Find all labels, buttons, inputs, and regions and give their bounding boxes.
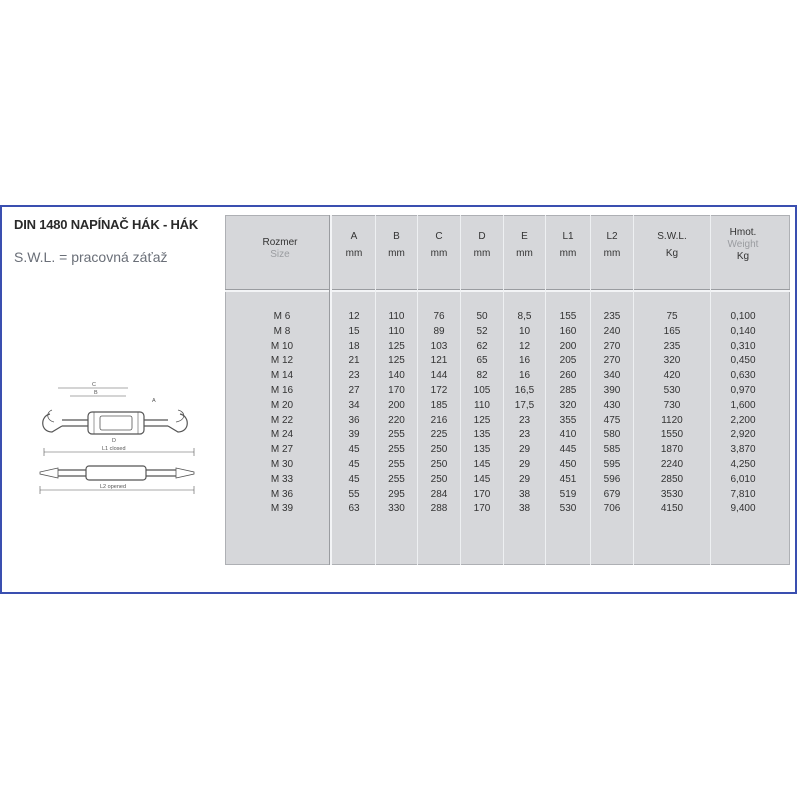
table-cell: 430 (603, 399, 621, 411)
table-cell: 121 (430, 355, 448, 367)
table-cell: 220 (388, 414, 405, 426)
page-title: DIN 1480 NAPÍNAČ HÁK - HÁK (14, 217, 199, 232)
table-cell: M 8 (273, 325, 291, 337)
table-cell: 17,5 (514, 399, 535, 411)
table-cell: 170 (388, 384, 405, 396)
table-cell: 89 (433, 325, 445, 337)
table-cell: 288 (430, 503, 448, 515)
dim-label-l1: L1 closed (102, 446, 126, 452)
table-cell: 1550 (660, 429, 684, 441)
table-cell: 29 (518, 473, 531, 485)
table-cell: 2850 (660, 473, 684, 485)
table-cell: M 12 (270, 355, 294, 367)
table-cell: 125 (473, 414, 491, 426)
table-cell: 27 (348, 384, 360, 396)
table-cell: 205 (559, 355, 577, 367)
col-header-l2: L2 mm (603, 231, 621, 259)
table-cell: 2,200 (730, 414, 756, 426)
table-cell: 16 (518, 355, 531, 367)
table-cell: 0,100 (730, 311, 756, 322)
table-cell: 16 (518, 370, 531, 382)
table-cell: 235 (663, 340, 681, 352)
table-cell: 706 (603, 503, 621, 515)
table-cell: 38 (518, 488, 531, 500)
col-header-c: C mm (430, 231, 448, 259)
table-cell: 295 (388, 488, 405, 500)
table-cell: 75 (666, 311, 678, 322)
table-cell: 235 (603, 311, 621, 322)
table-cell: 82 (476, 370, 488, 382)
table-cell: M 20 (270, 399, 294, 411)
table-cell: 135 (473, 429, 491, 441)
table-cell: 23 (518, 429, 531, 441)
table-cell: M 10 (270, 340, 294, 352)
table-cell: 1870 (660, 444, 684, 456)
table-cell: 23 (348, 370, 360, 382)
table-cell: M 14 (270, 370, 294, 382)
table-cell: 0,970 (730, 384, 756, 396)
table-cell: 285 (559, 384, 577, 396)
table-cell: 250 (430, 444, 448, 456)
col-header-size: Rozmer Size (262, 237, 298, 260)
dim-label-a: A (152, 398, 156, 404)
table-cell: 12 (518, 340, 531, 352)
table-cell: M 33 (270, 473, 294, 485)
table-cell: 63 (348, 503, 360, 515)
table-cell: 170 (473, 488, 491, 500)
table-cell: M 24 (270, 429, 294, 441)
table-cell: 165 (663, 325, 681, 337)
table-cell: 45 (348, 444, 360, 456)
table-cell: 110 (474, 399, 490, 411)
table-cell: 450 (559, 458, 577, 470)
table-cell: 284 (430, 488, 448, 500)
table-cell: 50 (476, 311, 488, 322)
table-cell: 260 (559, 370, 577, 382)
table-cell: 270 (603, 355, 621, 367)
table-cell: 255 (388, 458, 405, 470)
table-cell: 36 (348, 414, 360, 426)
table-cell: 530 (559, 503, 577, 515)
table-cell: 255 (388, 429, 405, 441)
table-cell: 145 (473, 473, 491, 485)
table-cell: 1120 (661, 414, 683, 426)
table-cell: 103 (430, 340, 448, 352)
table-cell: 240 (603, 325, 621, 337)
col-header-l1: L1 mm (559, 231, 577, 259)
table-cell: 250 (430, 473, 448, 485)
table-cell: 12 (348, 311, 360, 322)
table-cell: 38 (518, 503, 531, 515)
table-cell: 595 (603, 458, 621, 470)
table-cell: 160 (559, 325, 577, 337)
table-cell: 225 (430, 429, 448, 441)
table-cell: 62 (476, 340, 488, 352)
table-cell: 530 (663, 384, 681, 396)
table-cell: 65 (476, 355, 488, 367)
table-cell: 170 (473, 503, 491, 515)
table-cell: 320 (559, 399, 577, 411)
table-cell: 45 (348, 458, 360, 470)
col-header-weight: Hmot. Weight Kg (727, 227, 759, 262)
table-cell: 172 (430, 384, 448, 396)
table-cell: 580 (603, 429, 621, 441)
table-cell: 451 (559, 473, 577, 485)
table-cell: 3530 (660, 488, 684, 500)
table-cell: 216 (430, 414, 448, 426)
table-cell: 29 (518, 444, 531, 456)
dim-label-b: B (94, 390, 98, 396)
table-cell: 140 (388, 370, 405, 382)
table-cell: 250 (430, 458, 448, 470)
table-cell: 52 (476, 325, 488, 337)
table-cell: M 27 (270, 444, 294, 456)
table-cell: 7,810 (730, 488, 756, 500)
table-cell: 3,870 (730, 444, 756, 456)
table-cell: 55 (348, 488, 360, 500)
table-cell: 200 (559, 340, 577, 352)
table-cell: 8,5 (517, 311, 532, 322)
table-cell: 270 (603, 340, 621, 352)
table-cell: 34 (348, 399, 360, 411)
col-l2 (591, 310, 633, 517)
table-cell: 23 (518, 414, 531, 426)
table-cell: 420 (663, 370, 681, 382)
table-cell: 144 (430, 370, 448, 382)
table-cell: 155 (559, 311, 577, 322)
table-cell: M 30 (270, 458, 294, 470)
table-cell: 4,250 (730, 458, 756, 470)
table-cell: 0,630 (730, 370, 756, 382)
table-cell: 200 (388, 399, 405, 411)
page-subtitle: S.W.L. = pracovná záťaž (14, 249, 168, 265)
table-cell: 330 (388, 503, 405, 515)
turnbuckle-drawing (36, 380, 216, 498)
table-cell: 355 (559, 414, 577, 426)
col-e (504, 310, 545, 517)
table-cell: 105 (473, 384, 491, 396)
table-cell: 585 (603, 444, 621, 456)
table-cell: 320 (663, 355, 681, 367)
table-cell: 596 (603, 473, 621, 485)
table-cell: 16,5 (514, 384, 535, 396)
table-cell: 255 (388, 473, 405, 485)
table-cell: 255 (388, 444, 405, 456)
col-size (232, 310, 332, 517)
table-cell: 730 (663, 399, 681, 411)
dim-label-d: D (112, 438, 116, 444)
table-cell: 21 (348, 355, 360, 367)
table-cell: 145 (473, 458, 491, 470)
col-c (418, 310, 460, 517)
col-header-d: D mm (473, 231, 491, 259)
table-cell: 125 (388, 355, 405, 367)
table-cell: 340 (603, 370, 621, 382)
col-swl (634, 310, 710, 517)
table-cell: M 16 (270, 384, 294, 396)
table-cell: 445 (559, 444, 577, 456)
table-cell: 0,140 (730, 325, 756, 337)
table-cell: 6,010 (730, 473, 756, 485)
col-header-b: B mm (388, 231, 405, 259)
table-cell: 2,920 (730, 429, 756, 441)
col-d (461, 310, 503, 517)
dim-label-l2: L2 opened (100, 484, 126, 490)
table-cell: 29 (518, 458, 531, 470)
table-cell: 135 (473, 444, 491, 456)
col-header-a: A mm (345, 231, 363, 259)
table-cell: M 39 (270, 503, 294, 515)
col-header-swl: S.W.L. Kg (657, 231, 687, 259)
table-cell: 15 (348, 325, 360, 337)
table-cell: 679 (603, 488, 621, 500)
table-cell: 0,450 (730, 355, 756, 367)
table-cell: 76 (433, 311, 445, 322)
table-cell: 10 (518, 325, 531, 337)
table-cell: 519 (559, 488, 577, 500)
col-l1 (546, 310, 590, 517)
table-cell: 475 (603, 414, 621, 426)
table-cell: 39 (348, 429, 360, 441)
table-cell: 9,400 (730, 503, 756, 515)
table-header-divider (225, 289, 790, 292)
table-cell: M 36 (270, 488, 294, 500)
col-weight (711, 310, 775, 517)
table-cell: 410 (559, 429, 577, 441)
col-a (333, 310, 375, 517)
table-cell: 125 (388, 340, 405, 352)
table-cell: 185 (430, 399, 448, 411)
col-header-e: E mm (516, 231, 533, 259)
table-cell: 0,310 (730, 340, 756, 352)
table-cell: 110 (388, 325, 405, 337)
table-cell: 45 (348, 473, 360, 485)
table-cell: 110 (388, 311, 405, 322)
col-b (376, 310, 417, 517)
table-cell: M 6 (273, 311, 291, 322)
table-cell: M 22 (270, 414, 294, 426)
table-cell: 18 (348, 340, 360, 352)
dim-label-c: C (92, 382, 96, 388)
table-cell: 390 (603, 384, 621, 396)
table-cell: 4150 (660, 503, 684, 515)
table-cell: 2240 (660, 458, 684, 470)
table-cell: 1,600 (730, 399, 756, 411)
